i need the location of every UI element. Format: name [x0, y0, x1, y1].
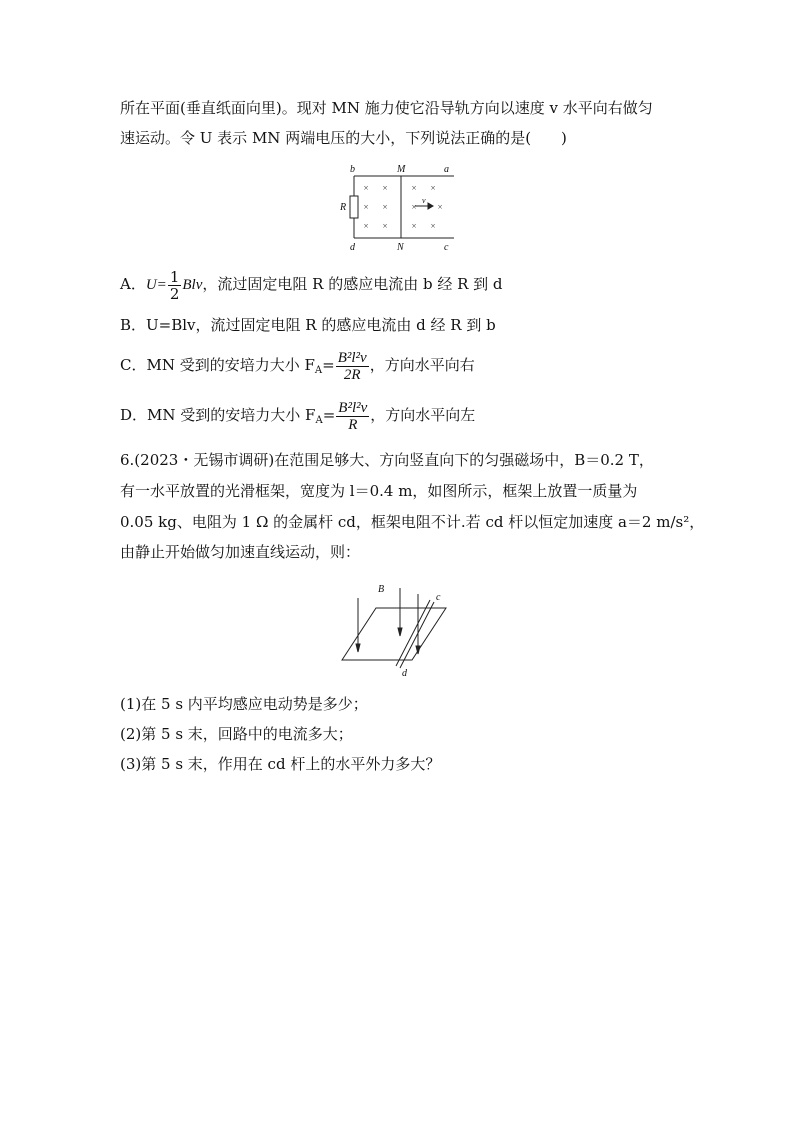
field-cross: × — [411, 202, 417, 212]
frame-figure — [336, 578, 456, 678]
field-cross: × — [411, 183, 417, 193]
field-cross: × — [430, 221, 436, 231]
fraction — [336, 400, 369, 433]
fraction-numerator: B²l²v — [337, 349, 367, 366]
label-c: c — [444, 242, 449, 252]
problem6-line-4: 由静止开始做匀加速直线运动，则： — [120, 543, 361, 561]
option-a-eq: U= — [145, 277, 167, 293]
question-3: (3)第 5 s 末，作用在 cd 杆上的水平外力多大？ — [120, 755, 441, 773]
label-B: B — [378, 584, 385, 595]
option-a-text: ，流过固定电阻 R 的感应电流由 b 经 R 到 d — [202, 275, 503, 293]
fraction — [336, 350, 369, 383]
subscript: A — [315, 415, 323, 426]
option-a-prefix: A． — [120, 275, 146, 293]
problem6-line-3: 0.05 kg、电阻为 1 Ω 的金属杆 cd，框架电阻不计.若 cd 杆以恒定加速度 a＝2 m/s²， — [120, 513, 705, 531]
problem6-line-1: 6.(2023・无锡市调研)在范围足够大、方向竖直向下的匀强磁场中，B＝0.2 T， — [120, 451, 654, 469]
equals: = — [322, 356, 335, 374]
subscript: A — [314, 365, 323, 376]
fraction — [168, 269, 182, 302]
option-b-text: U=Blv，流过固定电阻 R 的感应电流由 d 经 R 到 b — [146, 316, 496, 334]
option-a — [120, 266, 503, 303]
field-cross: × — [363, 221, 369, 231]
question-2: (2)第 5 s 末，回路中的电流多大； — [120, 725, 353, 743]
field-cross: × — [382, 221, 388, 231]
label-N: N — [397, 242, 404, 252]
option-d-lead: MN 受到的安培力大小 F — [147, 406, 316, 424]
fraction-denominator: R — [348, 416, 358, 433]
option-b-prefix: B． — [120, 316, 147, 334]
field-cross: × — [382, 183, 388, 193]
option-c — [120, 346, 475, 390]
field-cross: × — [430, 183, 436, 193]
field-cross: × — [382, 202, 388, 212]
fraction-denominator: 2R — [343, 366, 361, 383]
label-a: a — [444, 164, 449, 175]
field-cross: × — [363, 183, 369, 193]
fraction-numerator: 1 — [169, 267, 180, 286]
option-b — [120, 315, 496, 335]
option-c-tail: ，方向水平向右 — [369, 356, 475, 374]
option-d — [120, 396, 475, 440]
label-d: d — [402, 668, 407, 678]
fraction-numerator: B²l²v — [338, 399, 368, 416]
fraction-denominator: 2 — [169, 284, 180, 303]
label-d: d — [350, 242, 355, 252]
option-c-prefix: C． — [120, 356, 147, 374]
label-v: v — [422, 196, 426, 205]
option-d-prefix: D． — [120, 406, 148, 424]
label-R: R — [340, 202, 347, 213]
intro-line-1: 所在平面(垂直纸面向里)。现对 MN 施力使它沿导轨方向以速度 v 水平向右做匀 — [120, 99, 653, 117]
circuit-figure — [336, 162, 460, 252]
option-d-tail: ，方向水平向左 — [370, 406, 476, 424]
label-c: c — [436, 592, 441, 603]
option-a-blv: Blv — [182, 277, 203, 293]
question-1: (1)在 5 s 内平均感应电动势是多少； — [120, 695, 368, 713]
equals: = — [322, 406, 336, 424]
field-cross: × — [437, 202, 443, 212]
field-cross: × — [411, 221, 417, 231]
option-c-lead: MN 受到的安培力大小 F — [146, 356, 315, 374]
label-b: b — [350, 164, 355, 175]
field-cross: × — [363, 202, 369, 212]
problem6-line-2: 有一水平放置的光滑框架，宽度为 l＝0.4 m，如图所示，框架上放置一质量为 — [120, 482, 638, 500]
label-M: M — [397, 164, 406, 175]
intro-line-2: 速运动。令 U 表示 MN 两端电压的大小，下列说法正确的是( ) — [120, 129, 567, 147]
